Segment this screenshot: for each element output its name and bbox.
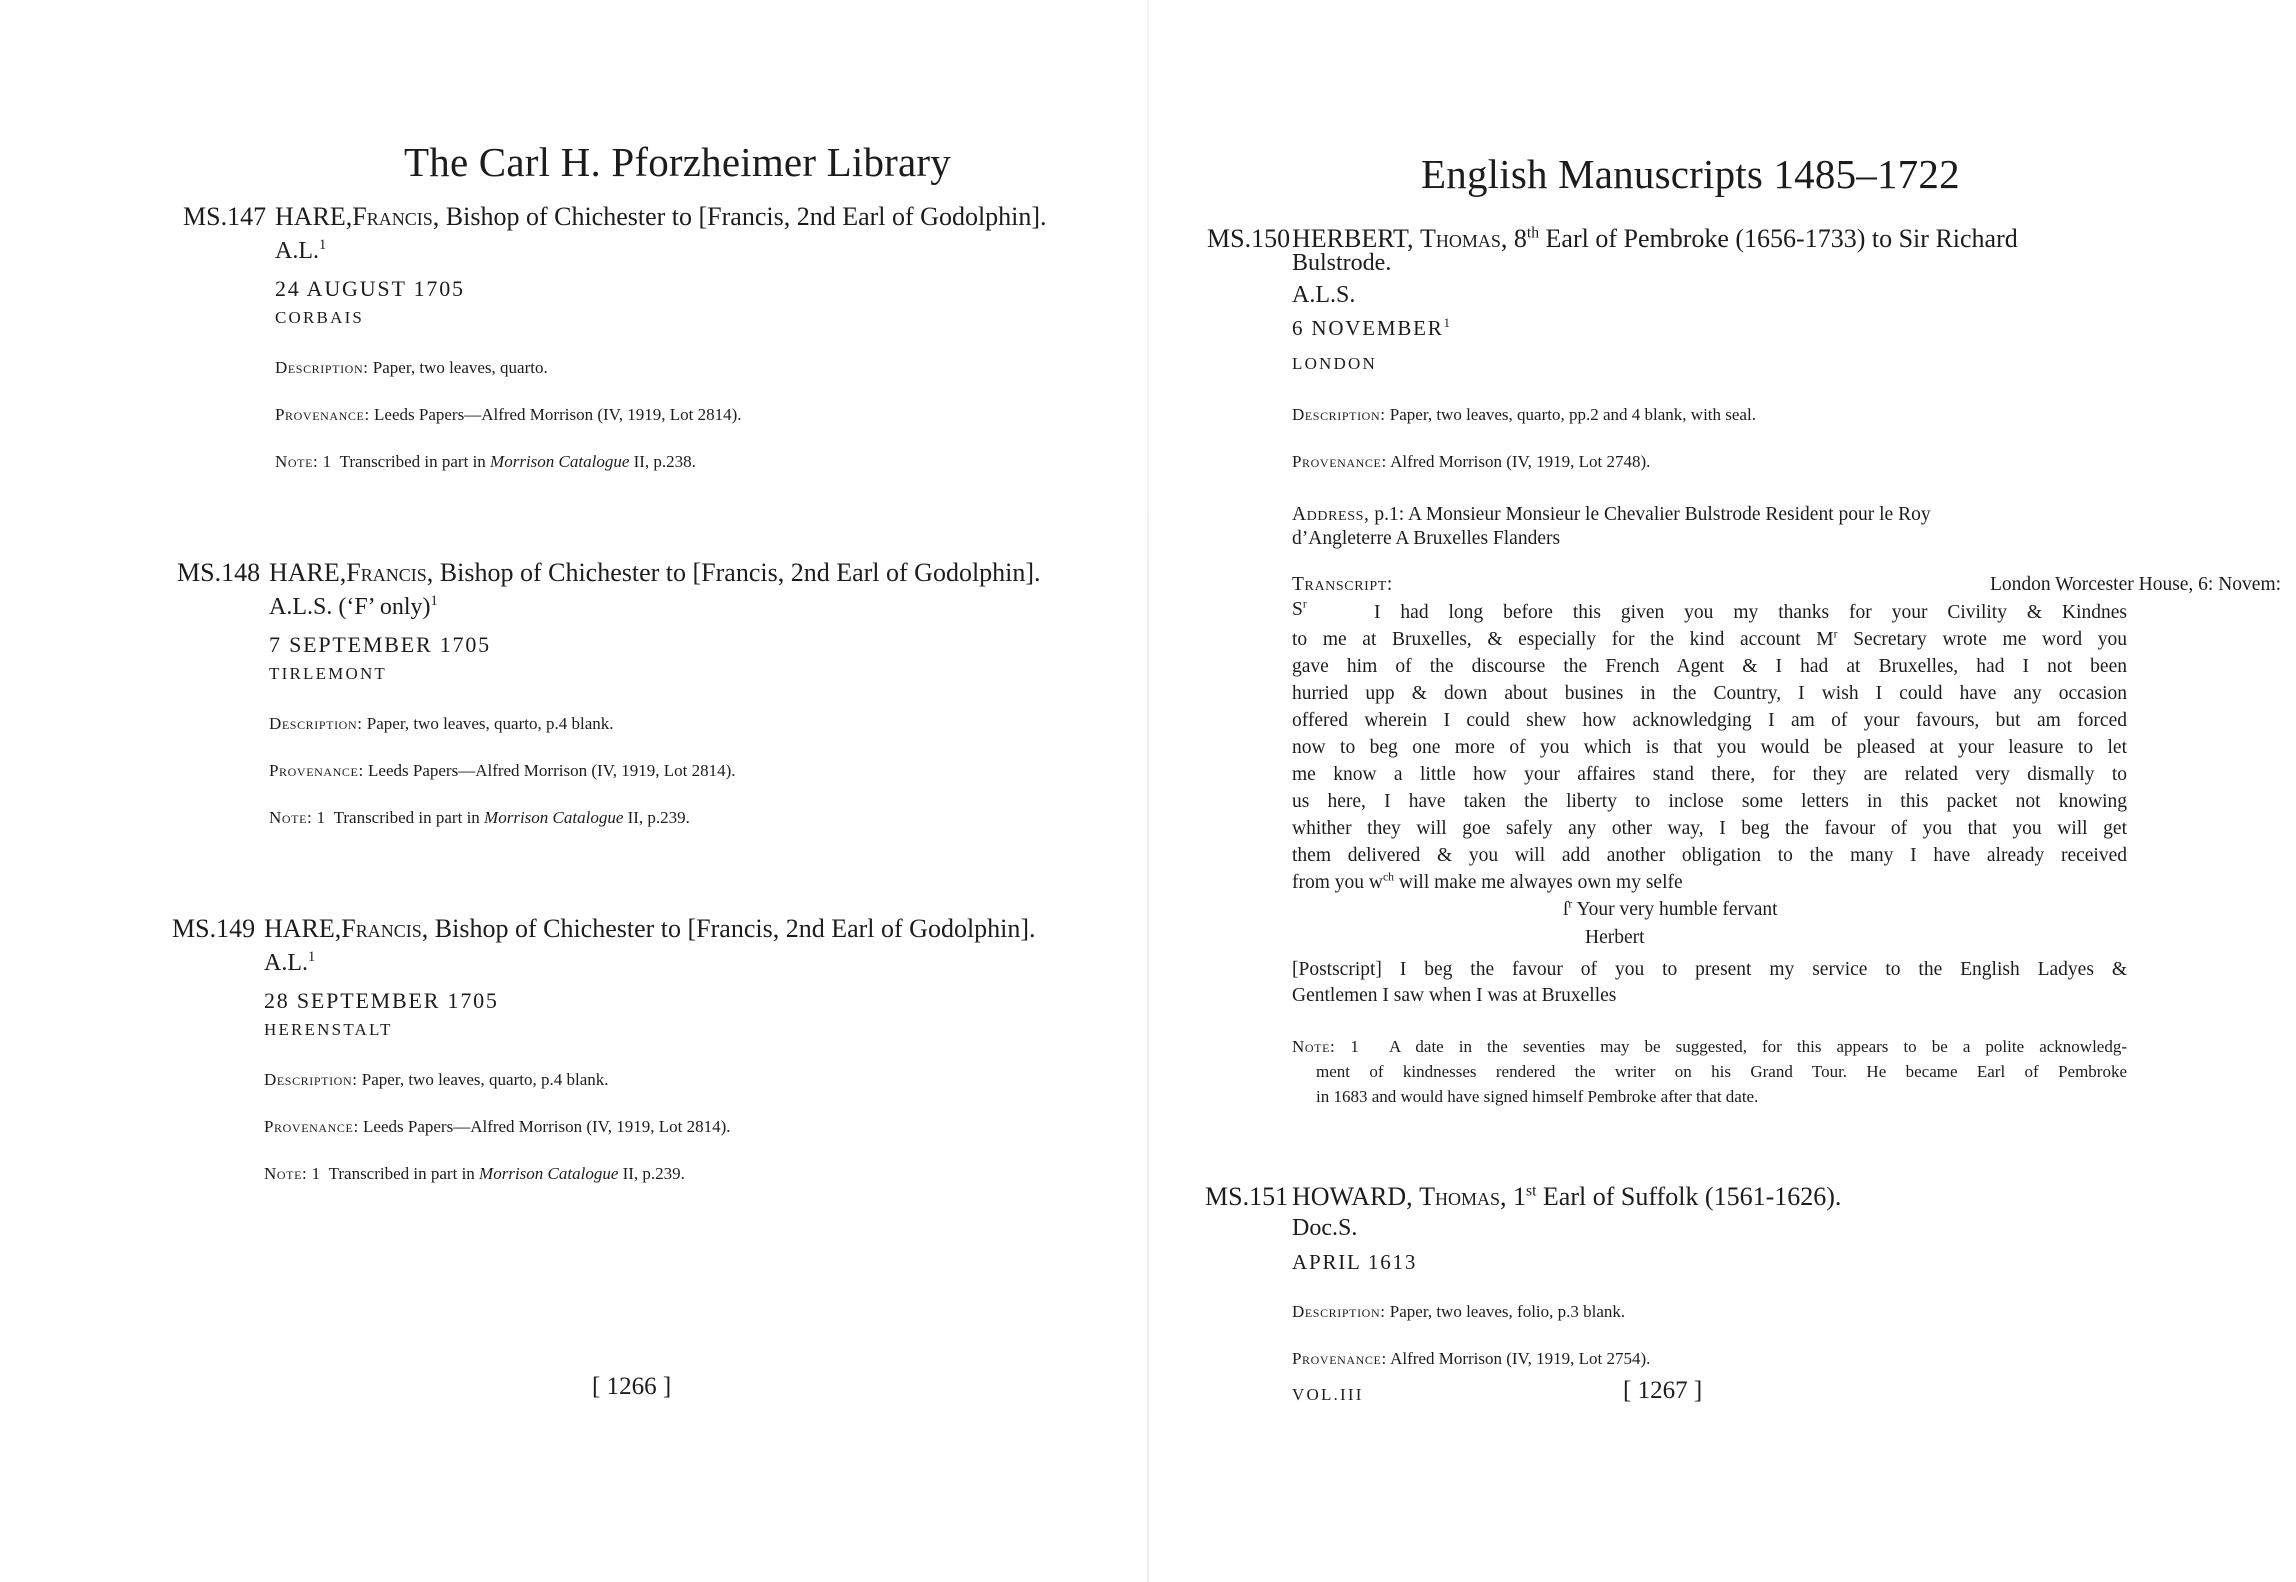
- author-forename: Francis,: [346, 558, 434, 587]
- provenance-label: Provenance:: [1292, 452, 1387, 471]
- ms-number: MS.150: [1207, 224, 1291, 253]
- document-date: 24 AUGUST 1705: [275, 276, 465, 301]
- author-forename: Thomas,: [1419, 224, 1508, 253]
- transcript-line: I had long before this given you my thanks for your Civility & Kindnes: [1374, 602, 2127, 623]
- document-type: A.L.S.: [1292, 282, 1356, 308]
- transcript-line: us here, I have taken the liberty to inclose some letters in this packet not knowing: [1292, 791, 2127, 812]
- transcript-line: now to beg one more of you which is that you would be pleased at your leasure to let: [1292, 737, 2127, 758]
- transcript-line: to me at Bruxelles, & especially for the kind account $M^r$ Secretary wrote me word you: [1292, 627, 2127, 650]
- document-type: A.L.S. (‘F’ only)$^1$: [269, 593, 438, 620]
- transcript-line: whither they will goe safely any other way, I beg the favour of you that you will get: [1292, 818, 2127, 839]
- address-line-continued: d’Angleterre A Bruxelles Flanders: [1292, 528, 1561, 549]
- note-label: Note:: [269, 808, 313, 827]
- transcript-salutation: $S^r$: [1292, 597, 1307, 620]
- catalogue-title: Morrison Catalogue: [490, 452, 630, 471]
- footnote-marker: 1: [1443, 316, 1452, 330]
- description-label: Description:: [275, 358, 369, 377]
- transcript-closing: $ſ^r$ Your very humble fervant: [1563, 897, 1778, 920]
- entry-heading: [183, 200, 1083, 233]
- entry-description-continued: Bulstrode.: [1292, 250, 1392, 276]
- manuscript-entry-148: [177, 556, 1077, 827]
- description-label: Description:: [269, 714, 363, 733]
- author-forename: Thomas,: [1419, 1182, 1507, 1211]
- description-label: Description:: [1292, 1302, 1386, 1321]
- document-place: LONDON: [1292, 354, 1377, 373]
- manuscript-entry-151: [1205, 1180, 2245, 1368]
- author-surname: HERBERT,: [1292, 224, 1414, 253]
- note-line: Note: 1 A date in the seventies may be suggested, for this appears to be a polite acknowledg-: [1292, 1037, 2127, 1056]
- address-label: Address,: [1292, 504, 1370, 525]
- provenance-line: Provenance: Leeds Papers—Alfred Morrison (IV, 1919, Lot 2814).: [264, 1117, 731, 1136]
- entry-heading: [172, 912, 1072, 945]
- provenance-line: Provenance: Alfred Morrison (IV, 1919, Lot 2748).: [1292, 452, 1651, 471]
- ms-number: MS.151: [1205, 1182, 1289, 1211]
- transcript-line: offered wherein I could shew how acknowledging I am of your favours, but am forced: [1292, 710, 2127, 731]
- page-number: [ 1267 ]: [1623, 1377, 1703, 1404]
- document-place: TIRLEMONT: [269, 664, 388, 683]
- note-line: Note: 1 Transcribed in part in Morrison Catalogue II, p.238.: [275, 452, 696, 471]
- author-forename: Francis,: [341, 914, 429, 943]
- entry-description: Bishop of Chichester to [Francis, 2nd Earl of Godolphin].: [445, 202, 1047, 231]
- provenance-label: Provenance:: [264, 1117, 359, 1136]
- provenance-line: Provenance: Leeds Papers—Alfred Morrison (IV, 1919, Lot 2814).: [269, 761, 736, 780]
- page-number: [ 1266 ]: [592, 1373, 672, 1400]
- description-line: Description: Paper, two leaves, quarto, p.4 blank.: [269, 714, 614, 733]
- note-line: Note: 1 Transcribed in part in Morrison Catalogue II, p.239.: [269, 808, 690, 827]
- volume-label: VOL.III: [1292, 1385, 1364, 1404]
- document-date: 6 NOVEMBER$^1$: [1292, 316, 1452, 340]
- entry-description: Earl of Pembroke (1656-1733) to Sir Richard: [1545, 224, 2018, 253]
- page-title: English Manuscripts 1485–1722: [1421, 151, 1960, 197]
- entry-description: Earl of Suffolk (1561-1626).: [1542, 1182, 1842, 1211]
- manuscript-entry-150: [1207, 222, 2282, 1106]
- description-label: Description:: [264, 1070, 358, 1089]
- provenance-line: Provenance: Leeds Papers—Alfred Morrison (IV, 1919, Lot 2814).: [275, 405, 742, 424]
- catalogue-title: Morrison Catalogue: [479, 1164, 619, 1183]
- note-label: Note:: [275, 452, 319, 471]
- transcript-line: gave him of the discourse the French Agent & I had at Bruxelles, had I not been: [1292, 656, 2127, 677]
- description-line: Description: Paper, two leaves, folio, p.3 blank.: [1292, 1302, 1626, 1321]
- ms-number: MS.147: [183, 202, 267, 231]
- right-page: [1148, 0, 2296, 1582]
- provenance-label: Provenance:: [275, 405, 370, 424]
- description-line: Description: Paper, two leaves, quarto, p.4 blank.: [264, 1070, 609, 1089]
- document-place: CORBAIS: [275, 308, 365, 327]
- ms-number: MS.148: [177, 558, 261, 587]
- transcript-postscript-continued: Gentlemen I saw when I was at Bruxelles: [1292, 985, 1617, 1006]
- note-label: Note:: [1292, 1037, 1336, 1056]
- transcript-line: me know a little how your affaires stand there, for they are related very dismally to: [1292, 764, 2127, 785]
- description-line: Description: Paper, two leaves, quarto, pp.2 and 4 blank, with seal.: [1292, 405, 1756, 424]
- provenance-label: Provenance:: [269, 761, 364, 780]
- footnote-marker: 1: [430, 593, 438, 609]
- note-line-continued: ment of kindnesses rendered the writer on his Grand Tour. He became Earl of Pembroke: [1316, 1062, 2127, 1081]
- entry-description: Bishop of Chichester to [Francis, 2nd Earl of Godolphin].: [434, 914, 1036, 943]
- document-date: 28 SEPTEMBER 1705: [264, 988, 499, 1013]
- catalogue-title: Morrison Catalogue: [484, 808, 624, 827]
- transcript-label: Transcript:: [1292, 574, 1393, 595]
- description-label: Description:: [1292, 405, 1386, 424]
- author-surname: HARE,: [275, 202, 353, 231]
- transcript-postscript: [Postscript] I beg the favour of you to present my service to the English Ladyes &: [1292, 959, 2127, 980]
- ms-number: MS.149: [172, 914, 256, 943]
- transcript-line: from you $w^{ch}$ will make me alwayes own my selfe: [1292, 870, 1683, 893]
- address-line: Address, p.1: A Monsieur Monsieur le Chevalier Bulstrode Resident pour le Roy: [1292, 504, 1931, 525]
- document-place: HERENSTALT: [264, 1020, 393, 1039]
- transcript-signature: Herbert: [1585, 927, 1645, 948]
- entry-heading: MS.151 HOWARD, Thomas, 1st Earl of Suffolk (1561-1626).: [1205, 1182, 1842, 1211]
- author-surname: HOWARD,: [1292, 1182, 1413, 1211]
- footnote-marker: 1: [308, 949, 316, 965]
- provenance-line: Provenance: Alfred Morrison (IV, 1919, Lot 2754).: [1292, 1349, 1651, 1368]
- document-type: Doc.S.: [1292, 1215, 1358, 1241]
- author-surname: HARE,: [264, 914, 342, 943]
- document-type: A.L.$^1$: [275, 237, 327, 264]
- author-forename: Francis,: [352, 202, 440, 231]
- entry-description: Bishop of Chichester to [Francis, 2nd Earl of Godolphin].: [439, 558, 1041, 587]
- note-label: Note:: [264, 1164, 308, 1183]
- description-line: Description: Paper, two leaves, quarto.: [275, 358, 548, 377]
- document-type: A.L.$^1$: [264, 949, 316, 976]
- entry-heading: [177, 556, 1077, 589]
- transcript-dateline: London Worcester House, 6: Novem:: [1990, 574, 2282, 595]
- note-line: Note: 1 Transcribed in part in Morrison Catalogue II, p.239.: [264, 1164, 685, 1183]
- provenance-label: Provenance:: [1292, 1349, 1387, 1368]
- entry-heading: MS.150 HERBERT, Thomas, 8th Earl of Pembroke (1656-1733) to Sir Richard: [1207, 224, 2018, 253]
- transcript-line: hurried upp & down about busines in the Country, I wish I could have any occasion: [1292, 683, 2127, 704]
- author-surname: HARE,: [269, 558, 347, 587]
- document-date: APRIL 1613: [1292, 1250, 1418, 1274]
- footnote-marker: 1: [319, 237, 327, 253]
- manuscript-entry-149: [172, 912, 1072, 1183]
- page-title: The Carl H. Pforzheimer Library: [404, 139, 951, 185]
- transcript-line: them delivered & you will add another obligation to the many I have already received: [1292, 845, 2127, 866]
- manuscript-entry-147: [183, 200, 1083, 471]
- document-date: 7 SEPTEMBER 1705: [269, 632, 491, 657]
- note-line-continued: in 1683 and would have signed himself Pembroke after that date.: [1316, 1087, 1759, 1106]
